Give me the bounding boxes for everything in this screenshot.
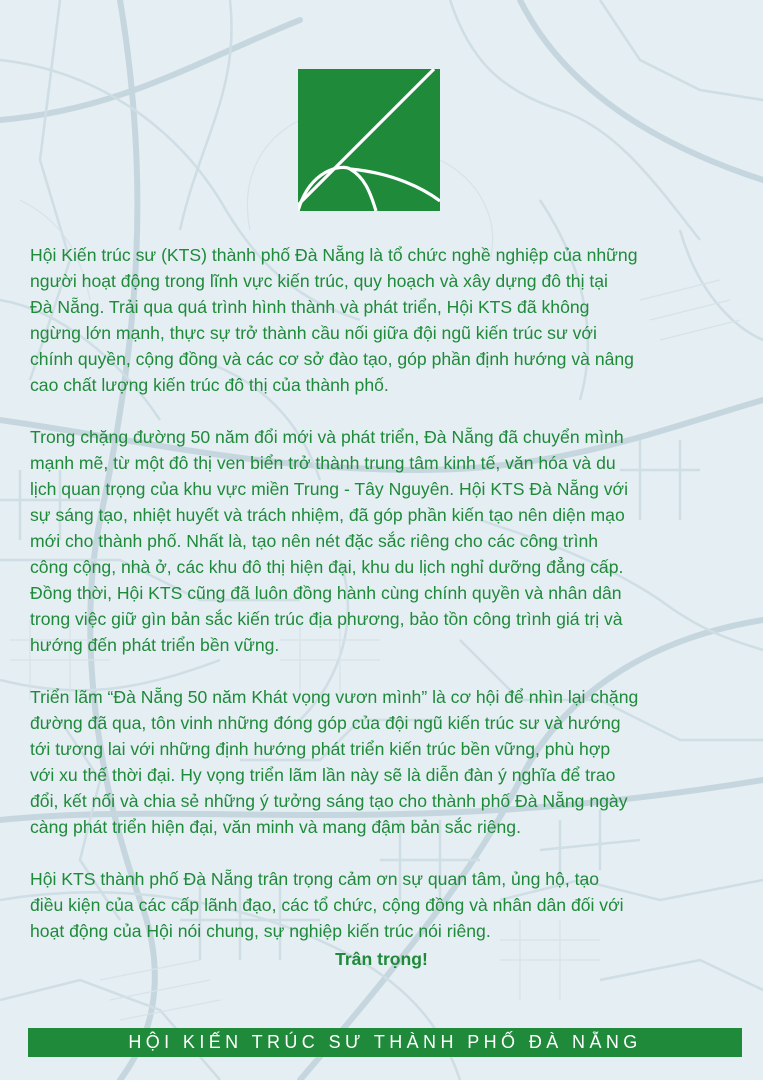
paragraph-introduction: Hội Kiến trúc sư (KTS) thành phố Đà Nẵng là tổ chức nghề nghiệp của những người hoạt động trong lĩnh vực kiến trúc, quy hoạch và xây dựng đô thị tại Đà Nẵng. Trải qua quá trình hình thành và phát triển, Hội KTS đã không ngừng lớn mạnh, thực sự trở thành cầu nối giữa đội ngũ kiến trúc sư với chính quyền, cộng đồng và các cơ sở đào tạo, góp phần định hướng và nâng cao chất lượng kiến trúc đô thị của thành phố.	[30, 245, 638, 395]
paragraph-fifty-years: Trong chặng đường 50 năm đổi mới và phát triển, Đà Nẵng đã chuyển mình mạnh mẽ, từ một đô thị ven biển trở thành trung tâm kinh tế, văn hóa và du lịch quan trọng của khu vực miền Trung - Tây Nguyên. Hội KTS Đà Nẵng với sự sáng tạo, nhiệt huyết và trách nhiệm, đã góp phần kiến tạo nên diện mạo mới cho thành phố. Nhất là, tạo nên nét đặc sắc riêng cho các công trình công cộng, nhà ở, các khu đô thị hiện đại, khu du lịch nghỉ dưỡng đẳng cấp. Đồng thời, Hội KTS cũng đã luôn đồng hành cùng chính quyền và nhân dân trong việc giữ gìn bản sắc kiến trúc địa phương, bảo tồn công trình giá trị và hướng đến phát triển bền vững.	[30, 427, 628, 655]
closing-signoff: Trân trọng!	[335, 949, 428, 969]
footer-banner	[28, 1028, 742, 1057]
letter-body	[30, 242, 742, 970]
organization-name: HỘI KIẾN TRÚC SƯ THÀNH PHỐ ĐÀ NẴNG	[128, 1032, 642, 1052]
paragraph-exhibition: Triển lãm “Đà Nẵng 50 năm Khát vọng vươn mình” là cơ hội để nhìn lại chặng đường đã qua, tôn vinh những đóng góp của đội ngũ kiến trúc sư và hướng tới tương lai với những định hướng phát triển kiến trúc bền vững, phù hợp với xu thế thời đại. Hy vọng triển lãm lần này sẽ là diễn đàn ý nghĩa để trao đổi, kết nối và chia sẻ những ý tưởng sáng tạo cho thành phố Đà Nẵng ngày càng phát triển hiện đại, văn minh và mang đậm bản sắc riêng.	[30, 687, 639, 837]
kts-danang-logo-icon	[298, 69, 440, 211]
paragraph-gratitude: Hội KTS thành phố Đà Nẵng trân trọng cảm ơn sự quan tâm, ủng hộ, tạo điều kiện của các cấp lãnh đạo, các tổ chức, cộng đồng và nhân dân đối với hoạt động của Hội nói chung, sự nghiệp kiến trúc nói riêng.	[30, 869, 624, 941]
